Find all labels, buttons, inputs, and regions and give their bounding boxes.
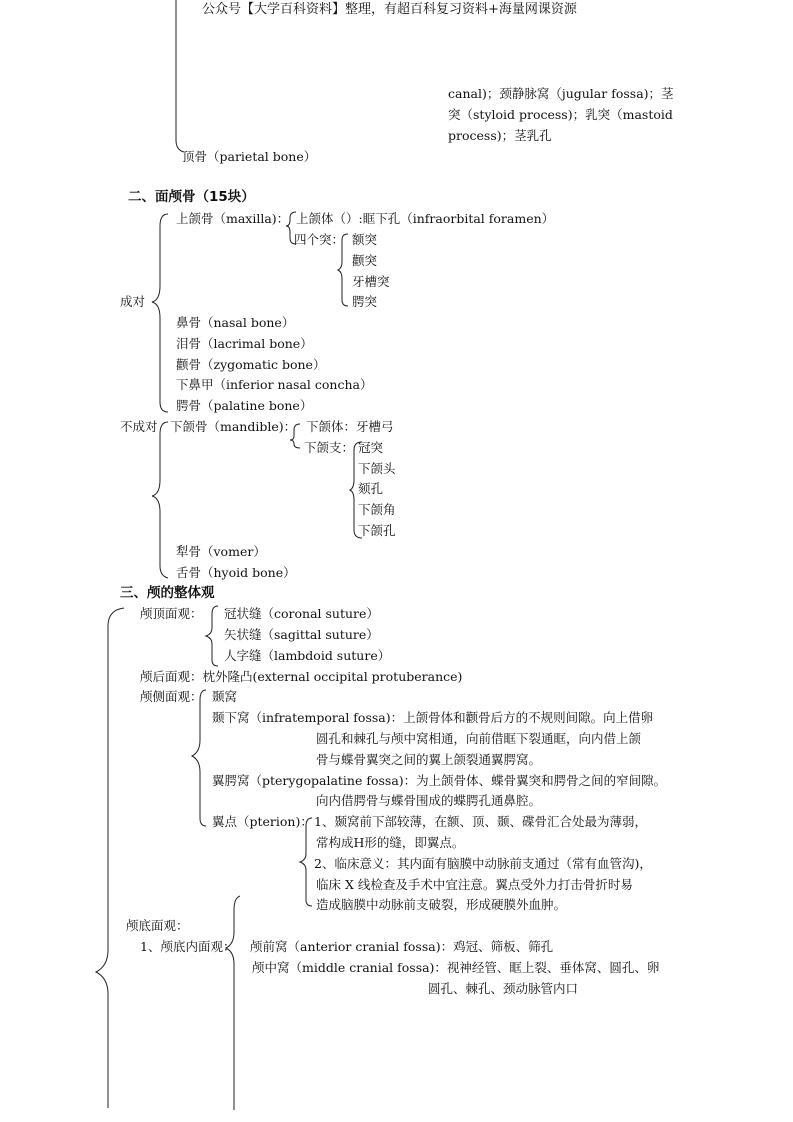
infratemporal-line-2: 圆孔和棘孔与颅中窝相通，向前借眶下裂通眶，向内借上颌 xyxy=(316,731,642,746)
hyoid: 舌骨（hyoid bone） xyxy=(176,565,296,580)
process-item: 颧突 xyxy=(352,253,378,268)
bracket-top-skull xyxy=(176,0,184,152)
maxilla: 上颌骨（maxilla)： xyxy=(176,211,290,226)
paired-bone: 腭骨（palatine bone） xyxy=(176,398,313,413)
infratemporal-line-3: 骨与蝶骨翼突之间的翼上颌裂通翼腭窝。 xyxy=(316,752,542,767)
unpaired-label: 不成对 xyxy=(120,419,158,434)
brace-sutures xyxy=(206,606,218,666)
paired-bone: 鼻骨（nasal bone） xyxy=(176,315,295,330)
brace-side xyxy=(192,690,206,826)
section-2-title: 二、面颅骨（15块） xyxy=(128,189,255,205)
pterion-point-2a: 2、临床意义：其内面有脑膜中动脉前支通过（常有血管沟)， xyxy=(314,856,652,871)
middle-fossa-line-1: 颅中窝（middle cranial fossa)：视神经管、眶上裂、垂体窝、圆孔、卵 xyxy=(252,960,660,975)
base-view: 颅底面观： xyxy=(126,918,189,933)
brace-paired xyxy=(152,214,168,412)
parietal-bone: 顶骨（parietal bone） xyxy=(182,149,317,164)
process-item: 额突 xyxy=(352,232,378,247)
internal-view: 1、颅底内面观： xyxy=(140,939,236,954)
vomer: 犁骨（vomer） xyxy=(176,544,266,559)
suture-item: 矢状缝（sagittal suture） xyxy=(224,627,379,642)
mandible: 下颌骨（mandible)： xyxy=(170,419,297,434)
section-3-title: 三、颅的整体观 xyxy=(120,585,215,601)
ramus-part: 下颌头 xyxy=(358,461,396,476)
paired-bone: 泪骨（lacrimal bone） xyxy=(176,336,313,351)
suture-item: 冠状缝（coronal suture） xyxy=(224,606,379,621)
back-view: 颅后面观：枕外隆凸(external occipital protuberance) xyxy=(140,669,463,684)
mandible-body: 下颌体：牙槽弓 xyxy=(306,419,394,434)
brace-section3 xyxy=(96,608,124,1108)
top-line-2: 突（styloid process)；乳突（mastoid xyxy=(448,107,673,122)
four-processes: 四个突： xyxy=(294,232,345,247)
pterygopalatine-line-2: 向内借腭骨与蝶骨围成的蝶腭孔通鼻腔。 xyxy=(316,793,542,808)
suture-item: 人字缝（lambdoid suture） xyxy=(224,648,391,663)
brace-base-inner xyxy=(226,896,240,1110)
brace-unpaired xyxy=(152,422,168,578)
paired-label: 成对 xyxy=(120,294,146,309)
ramus-part: 冠突 xyxy=(358,440,384,455)
paired-bone: 颧骨（zygomatic bone） xyxy=(176,357,326,372)
middle-fossa-line-2: 圆孔、棘孔、颈动脉管内口 xyxy=(428,981,579,996)
maxilla-body: 上颌体（）:眶下孔（infraorbital foramen） xyxy=(296,211,555,226)
header-watermark: 公众号【大学百科资料】整理，有超百科复习资料+海量网课资源 xyxy=(202,2,577,17)
process-item: 腭突 xyxy=(352,294,378,309)
pterion-label: 翼点（pterion)： xyxy=(212,814,313,829)
ramus-part: 下颌孔 xyxy=(358,523,396,538)
top-line-1: canal)；颈静脉窝（jugular fossa)；茎 xyxy=(448,86,674,101)
infratemporal-line-1: 颞下窝（infratemporal fossa)：上颌骨体和颧骨后方的不规则间隙。向上借卵 xyxy=(212,710,654,725)
process-item: 牙槽突 xyxy=(352,274,390,289)
pterion-point-2c: 造成脑膜中动脉前支破裂，形成硬膜外血肿。 xyxy=(316,897,567,912)
ramus-part: 下颌角 xyxy=(358,502,396,517)
pterion-point-1a: 1、颞窝前下部较薄，在额、顶、颞、碟骨汇合处最为薄弱， xyxy=(314,814,647,829)
pterygopalatine-line-1: 翼腭窝（pterygopalatine fossa)：为上颌骨体、蝶骨翼突和腭骨之间的窄间隙。 xyxy=(212,773,667,788)
paired-bone: 下鼻甲（inferior nasal concha） xyxy=(176,377,373,392)
pterion-point-1b: 常构成H形的缝，即翼点。 xyxy=(316,835,465,850)
mandible-ramus: 下颌支： xyxy=(304,440,355,455)
temporal-fossa: 颞窝 xyxy=(212,689,238,704)
top-line-3: process)；茎乳孔 xyxy=(448,128,552,143)
ramus-part: 颏孔 xyxy=(358,481,384,496)
pterion-point-2b: 临床 X 线检查及手术中宜注意。翼点受外力打击骨折时易 xyxy=(316,877,633,892)
top-view: 颅顶面观： xyxy=(140,606,203,621)
side-view: 颅侧面观： xyxy=(140,689,203,704)
anterior-fossa: 颅前窝（anterior cranial fossa)：鸡冠、筛板、筛孔 xyxy=(250,939,554,954)
